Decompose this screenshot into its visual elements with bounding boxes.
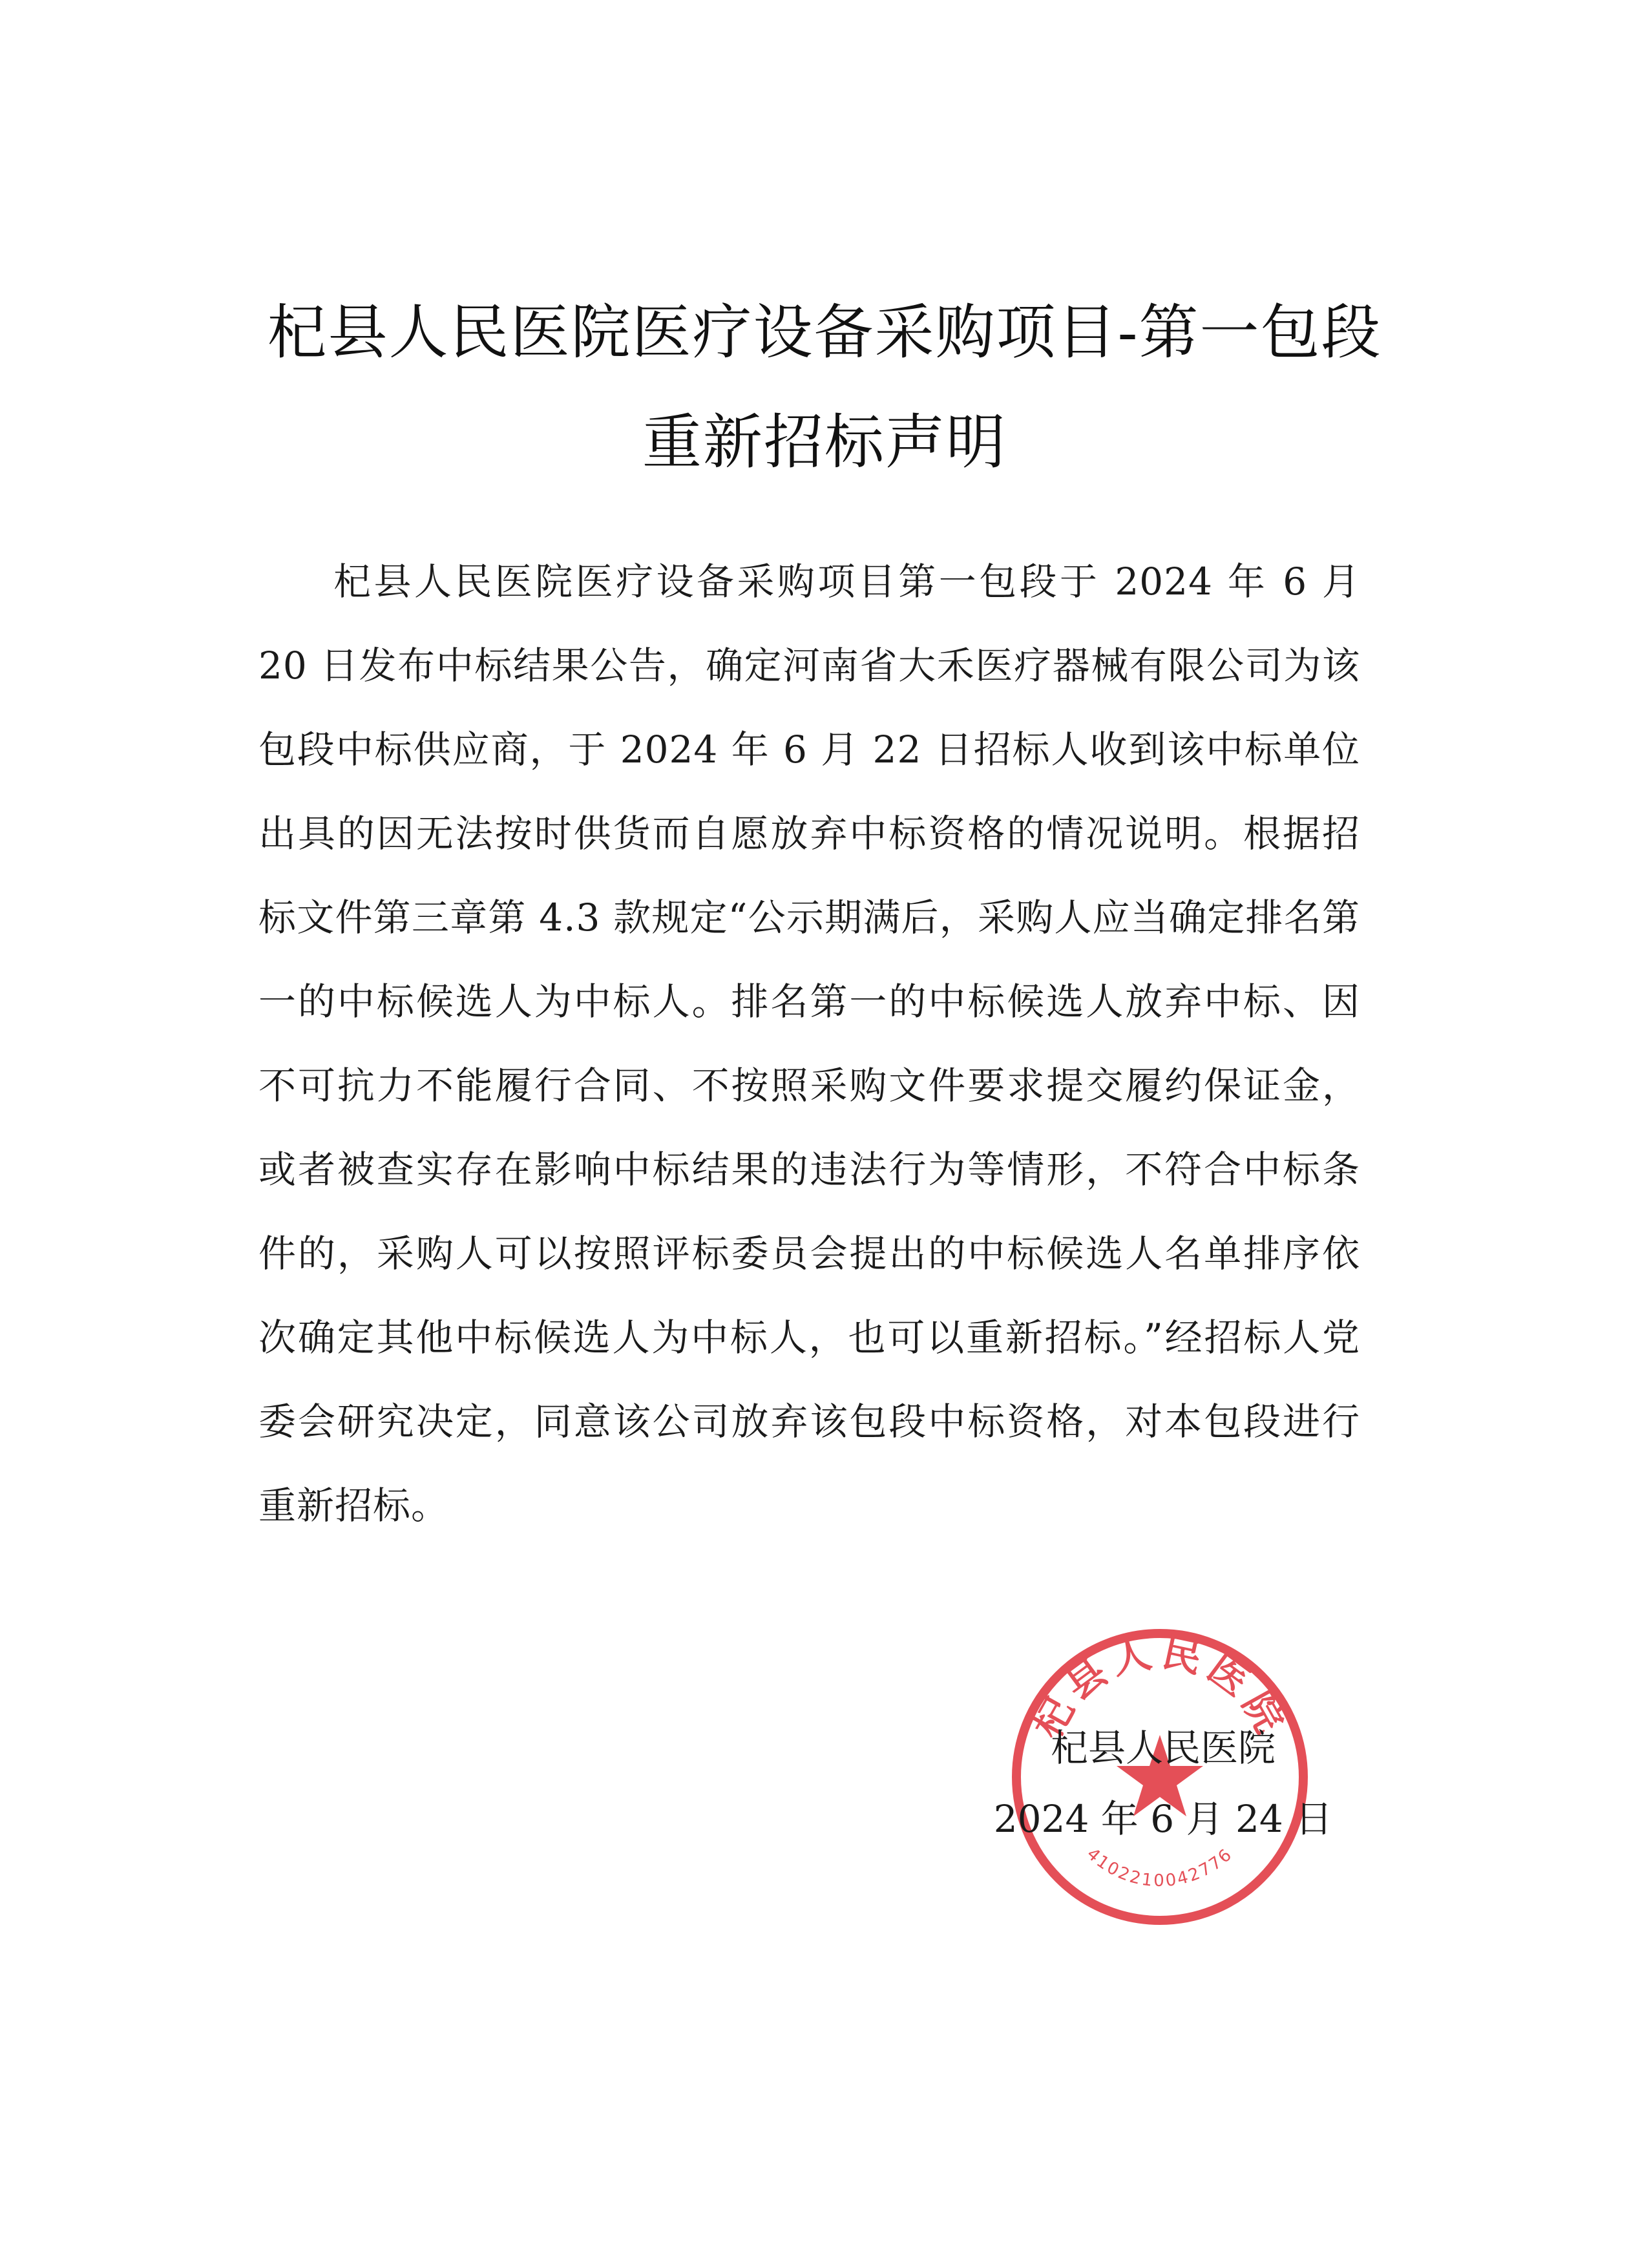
seal-text: 杞县人民医院 bbox=[1024, 1630, 1296, 1747]
title-line-1: 杞县人民医院医疗设备采购项目-第一包段 bbox=[267, 298, 1382, 367]
signature-date: 2024 年 6 月 24 日 bbox=[993, 1797, 1333, 1841]
signatory-name: 杞县人民医院 bbox=[1050, 1726, 1276, 1770]
seal-code: 4102210042776 bbox=[1082, 1844, 1237, 1891]
body-paragraph: 杞县人民医院医疗设备采购项目第一包段于 2024 年 6 月 20 日发布中标结果公告，确定河南省大禾医疗器械有限公司为该包段中标供应商，于 2024 年 6 月 22 日招标人收到该中标单位出具的因无法按时供货而自愿放弃中标资格的情况说明。根据招标文件第三章第 4.3 款规定“公示期满后，采购人应当确定排名第一的中标候选人为中标人。排名第一的中标候选人放弃中标、因不可抗力不能履行合同、不按照采购文件要求提交履约保证金，或者被查实存在影响中标结果的违法行为等情形，不符合中标条件的，采购人可以按照评标委员会提出的中标候选人名单排序依次确定其他中标候选人为中标人，也可以重新招标。”经招标人党委会研究决定，同意该公司放弃该包段中标资格，对本包段进行重新招标。 bbox=[258, 560, 1360, 1528]
signature-block bbox=[969, 1712, 1357, 1854]
document-title bbox=[194, 278, 1455, 498]
title-line-2: 重新招标声明 bbox=[642, 408, 1007, 477]
